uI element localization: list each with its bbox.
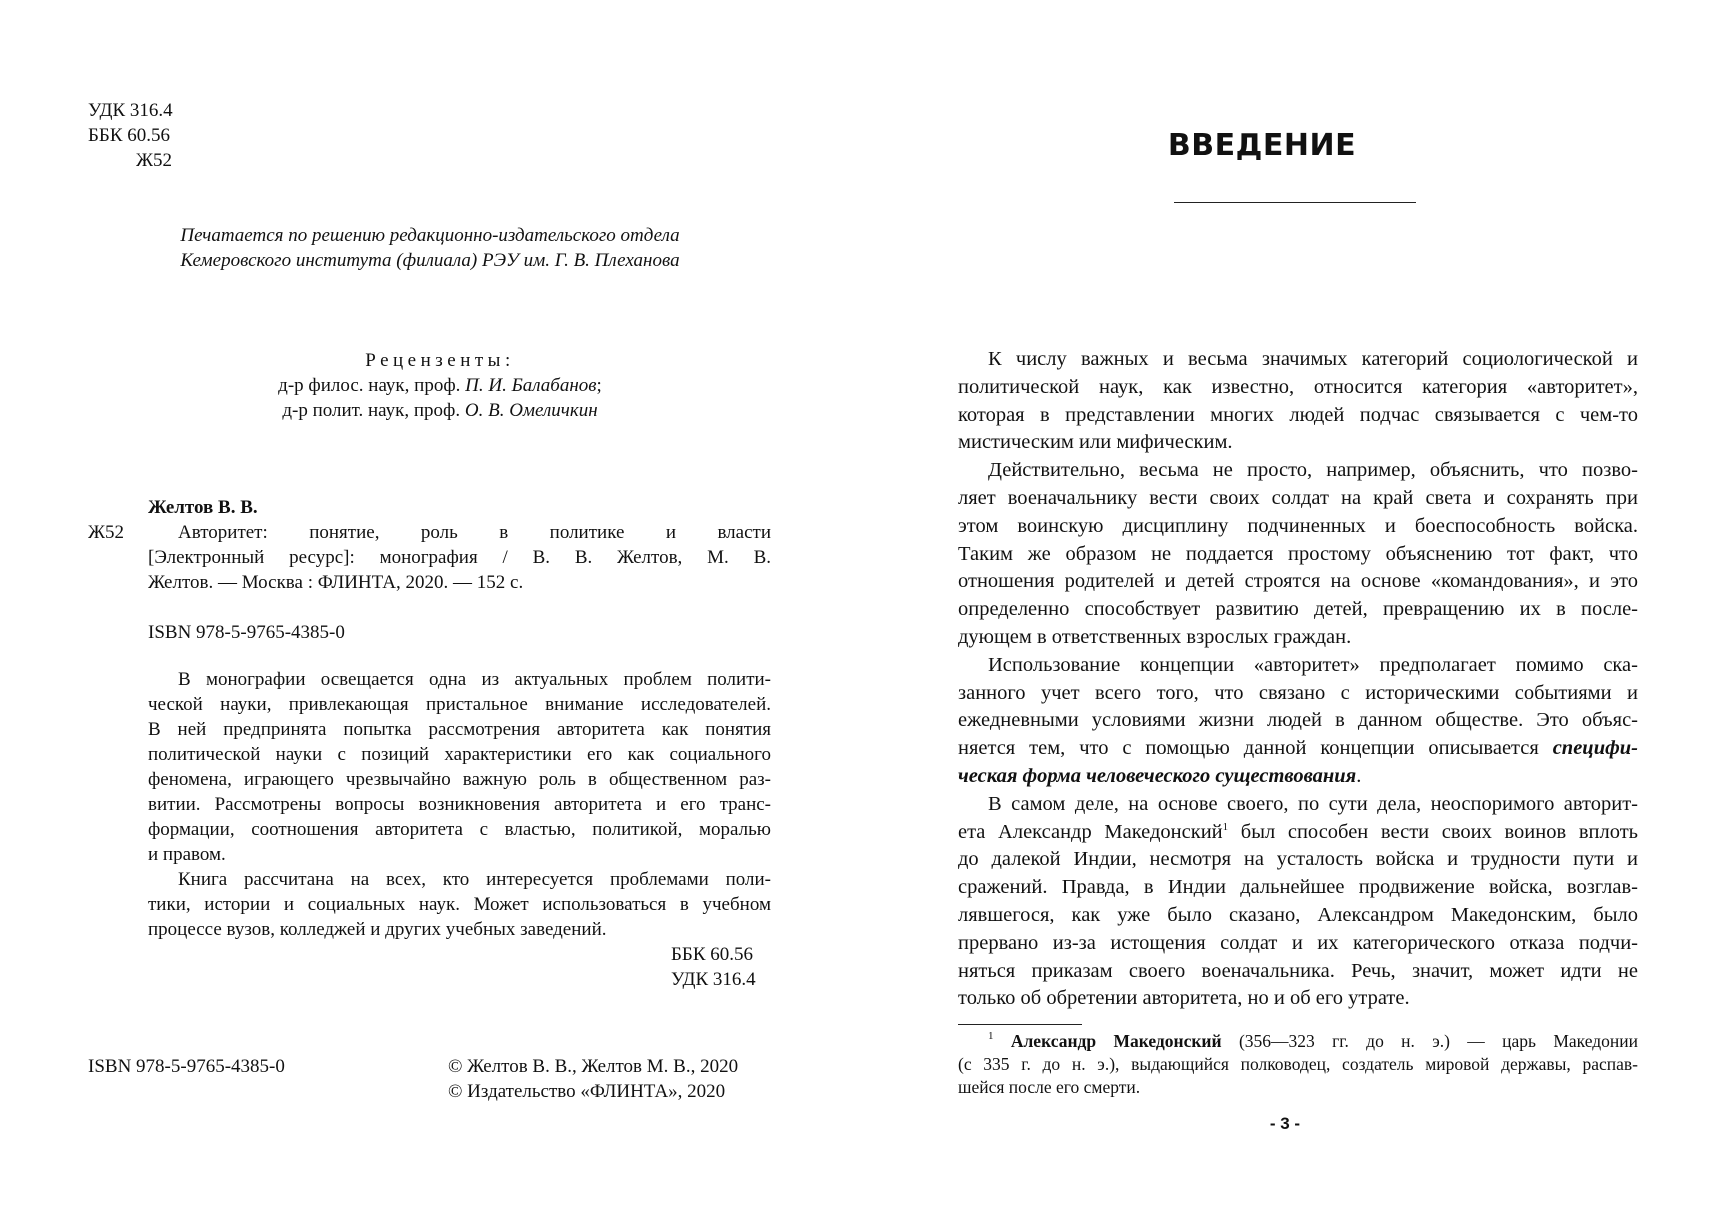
- body-line: отношения родителей и детей строятся на основе «командования», и это: [958, 570, 1638, 593]
- heading-rule: [1174, 202, 1416, 203]
- body-line: определенно способствует развитию детей, превращению их в после-: [958, 598, 1638, 621]
- footnote: [958, 1030, 1638, 1099]
- body-line: лявшегося, как уже было сказано, Александром Македонским, было: [958, 903, 1638, 926]
- annotation-line: феномена, играющего чрезвычайно важную роль в общественном раз-: [148, 769, 771, 790]
- body-line: Действительно, весьма не просто, например, объяснить, что позво-: [988, 459, 1638, 482]
- copyright-line: © Желтов В. В., Желтов М. В., 2020: [448, 1056, 739, 1077]
- author-mark: Ж52: [136, 150, 173, 171]
- classification-codes: [88, 98, 288, 173]
- reviewer-2: д-р полит. наук, проф. О. В. Омеличкин: [282, 400, 598, 421]
- annotation-line: В монографии освещается одна из актуальных проблем полити-: [178, 669, 771, 690]
- body-line: занного учет всего того, что связано с историческими событиями и: [958, 681, 1638, 704]
- bottom-udk: УДК 316.4: [671, 969, 756, 990]
- body-line: дующем в ответственных взрослых граждан.: [958, 625, 1352, 648]
- footnote-mark: 1: [988, 1030, 994, 1042]
- annotation-line: ческой науки, привлекающая пристальное внимание исследователей.: [148, 694, 771, 715]
- reviewers-title: Рецензенты:: [365, 350, 515, 371]
- footnote-rule: [958, 1024, 1082, 1025]
- print-decision-line: Печатается по решению редакционно-издательского отдела: [180, 225, 680, 246]
- footnote-line: шейся после его смерти.: [958, 1077, 1141, 1097]
- catalog-author: Желтов В. В.: [148, 497, 258, 518]
- chapter-heading: ВВЕДЕНИЕ: [1167, 128, 1357, 163]
- body-line: ляет военачальнику вести своих солдат на край света и сохранять при: [958, 486, 1638, 509]
- body-line: Использование концепции «авторитет» предполагает помимо ска-: [988, 653, 1638, 676]
- body-line: ежедневными условиями жизни людей в данном обществе. Это объяс-: [958, 709, 1638, 732]
- annotation-line: тики, истории и социальных наук. Может использоваться в учебном: [148, 894, 771, 915]
- copyright-line: © Издательство «ФЛИНТА», 2020: [448, 1081, 726, 1102]
- right-page: [856, 0, 1713, 1211]
- body-line: ета Александр Македонский$^1$ был способен вести своих воинов вплоть: [958, 820, 1638, 843]
- body-line: мистическим или мифическим.: [958, 431, 1233, 454]
- bbk-code: ББК 60.56: [88, 125, 170, 146]
- catalog-card: [148, 495, 771, 645]
- annotation-line: процессе вузов, колледжей и других учебных заведений.: [148, 919, 607, 940]
- body-line: няется тем, что с помощью данной концепции описывается специфи-: [958, 737, 1638, 760]
- bottom-bbk: ББК 60.56: [671, 944, 753, 965]
- body-line: сражений. Правда, в Индии дальнейшее продвижение войска, возглав-: [958, 876, 1638, 899]
- print-decision: [130, 223, 730, 273]
- left-page: [0, 0, 856, 1211]
- reviewer-1: д-р филос. наук, проф. П. И. Балабанов;: [278, 375, 602, 396]
- print-decision-line: Кемеровского института (филиала) РЭУ им. Г. В. Плеханова: [180, 250, 680, 271]
- body-line: которая в представлении многих людей подчас связывается с чем-то: [958, 403, 1638, 426]
- annotation-line: и правом.: [148, 844, 226, 865]
- body-line: этом воинскую дисциплину подчиненных и боеспособность войска.: [958, 514, 1638, 537]
- catalog-line: Желтов. — Москва : ФЛИНТА, 2020. — 152 с.: [148, 572, 524, 593]
- body-line: до далекой Индии, несмотря на усталость войска и трудности пути и: [958, 848, 1638, 871]
- body-line: только об обретении авторитета, но и об его утрате.: [958, 987, 1410, 1010]
- body-line: В самом деле, на основе своего, по сути дела, неоспоримого авторит-: [988, 792, 1638, 815]
- annotation: [148, 667, 771, 992]
- annotation-line: витии. Рассмотрены вопросы возникновения авторитета и его транс-: [148, 794, 771, 815]
- page-number: - 3 -: [1269, 1114, 1301, 1133]
- body-line: политической наук, как известно, относится категория «авторитет»,: [958, 375, 1638, 398]
- annotation-line: формации, соотношения авторитета с властью, политикой, моралью: [148, 819, 771, 840]
- catalog-line: Авторитет: понятие, роль в политике и власти: [178, 522, 771, 543]
- catalog-mark: Ж52: [88, 522, 125, 543]
- catalog-line: [Электронный ресурс]: монография / В. В. Желтов, М. В.: [148, 547, 771, 568]
- catalog-isbn: ISBN 978-5-9765-4385-0: [148, 622, 345, 643]
- body-line: Таким же образом не поддается простому объяснению тот факт, что: [958, 542, 1638, 565]
- footer-isbn: ISBN 978-5-9765-4385-0: [88, 1056, 285, 1077]
- annotation-line: В ней предпринята попытка рассмотрения авторитета как понятия: [148, 719, 771, 740]
- annotation-line: политической науки с позиций характеристики его как социального: [148, 744, 771, 765]
- bottom-codes: [671, 942, 771, 992]
- footnote-line: $^1$ Александр Македонский (356—323 гг. до н. э.) — царь Македонии: [988, 1030, 1638, 1051]
- copyright-block: [448, 1054, 778, 1104]
- body-text: [958, 346, 1638, 1013]
- reviewers-block: [180, 348, 700, 423]
- body-line: няться приказам своего военачальника. Речь, значит, может идти не: [958, 959, 1638, 982]
- annotation-line: Книга рассчитана на всех, кто интересуется проблемами поли-: [178, 869, 771, 890]
- body-line: ческая форма человеческого существования.: [958, 764, 1362, 787]
- udk-code: УДК 316.4: [88, 100, 173, 121]
- footnote-ref[interactable]: 1: [1222, 820, 1229, 833]
- body-line: К числу важных и весьма значимых категорий социологической и: [988, 348, 1638, 370]
- body-line: прервано из-за истощения солдат и их категорического отказа подчи-: [958, 931, 1638, 954]
- footnote-line: (с 335 г. до н. э.), выдающийся полководец, создатель мировой державы, распав-: [958, 1054, 1638, 1074]
